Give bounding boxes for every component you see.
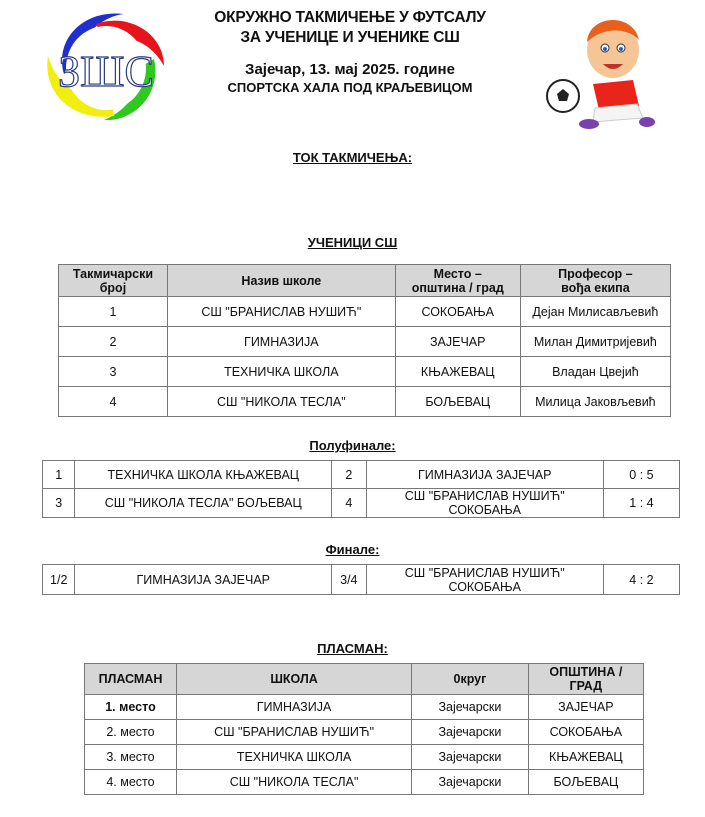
placement-rank: 1. место (85, 695, 177, 720)
away-team-number: 2 (332, 461, 366, 489)
table-row (85, 745, 644, 770)
organization-logo (34, 4, 172, 122)
table-row (85, 695, 644, 720)
football-mascot-image (533, 6, 663, 134)
match-row (43, 489, 680, 518)
placement-heading: ПЛАСМАН: (317, 641, 388, 656)
header-rank: ПЛАСМАН (85, 664, 177, 695)
boy-kicking-ball-icon (533, 6, 663, 134)
table-row (59, 327, 671, 357)
team-number: 3 (59, 357, 168, 387)
logo-text: ЗШС (58, 47, 154, 96)
placement-rank: 3. место (85, 745, 177, 770)
team-school: СШ "НИКОЛА ТЕСЛА" (167, 387, 395, 417)
team-coach: Милица Јаковљевић (520, 387, 670, 417)
away-team-number: 3/4 (332, 565, 366, 595)
team-place: КЊАЖЕВАЦ (395, 357, 520, 387)
team-coach: Милан Димитријевић (520, 327, 670, 357)
away-team-number: 4 (332, 489, 366, 518)
teams-table (58, 264, 671, 417)
home-team: СШ "НИКОЛА ТЕСЛА" БОЉЕВАЦ (75, 489, 332, 518)
away-team: СШ "БРАНИСЛАВ НУШИЋ" СОКОБАЊА (366, 489, 603, 518)
home-team-number: 3 (43, 489, 75, 518)
placement-table (84, 663, 644, 795)
header-coach: Професор – вођа екипа (520, 265, 670, 297)
header-district: 0круг (412, 664, 529, 695)
table-row (85, 720, 644, 745)
placement-city: БОЉЕВАЦ (528, 770, 643, 795)
title-line-2: ЗА УЧЕНИЦЕ И УЧЕНИКЕ СШ (240, 29, 460, 46)
team-number: 1 (59, 297, 168, 327)
team-school: ТЕХНИЧКА ШКОЛА (167, 357, 395, 387)
header-school: ШКОЛА (176, 664, 411, 695)
team-coach: Владан Цвејић (520, 357, 670, 387)
team-school: ГИМНАЗИЈА (167, 327, 395, 357)
document-header (180, 8, 520, 96)
placement-district: Зајечарски (412, 695, 529, 720)
placement-district: Зајечарски (412, 745, 529, 770)
placement-rank: 4. место (85, 770, 177, 795)
placement-school: ГИМНАЗИЈА (176, 695, 411, 720)
header-number: Такмичарски број (59, 265, 168, 297)
placement-district: Зајечарски (412, 770, 529, 795)
home-team-number: 1/2 (43, 565, 75, 595)
header-school: Назив школе (167, 265, 395, 297)
team-place: СОКОБАЊА (395, 297, 520, 327)
placement-school: ТЕХНИЧКА ШКОЛА (176, 745, 411, 770)
match-row (43, 461, 680, 489)
table-row (59, 297, 671, 327)
competition-flow-heading: ТОК ТАКМИЧЕЊА: (292, 150, 413, 165)
team-number: 2 (59, 327, 168, 357)
final-heading: Финале: (325, 542, 380, 557)
team-place: ЗАЈЕЧАР (395, 327, 520, 357)
match-score: 4 : 2 (603, 565, 679, 595)
table-row (85, 770, 644, 795)
team-school: СШ "БРАНИСЛАВ НУШИЋ" (167, 297, 395, 327)
placement-table-header (85, 664, 644, 695)
home-team: ТЕХНИЧКА ШКОЛА КЊАЖЕВАЦ (75, 461, 332, 489)
semifinals-heading: Полуфинале: (309, 438, 396, 453)
home-team: ГИМНАЗИЈА ЗАЈЕЧАР (75, 565, 332, 595)
match-score: 0 : 5 (603, 461, 679, 489)
placement-city: КЊАЖЕВАЦ (528, 745, 643, 770)
header-city: ОПШТИНА / ГРАД (528, 664, 643, 695)
semifinals-table (42, 460, 680, 518)
placement-rank: 2. место (85, 720, 177, 745)
swirl-logo-icon (34, 4, 172, 122)
placement-city: СОКОБАЊА (528, 720, 643, 745)
final-table (42, 564, 680, 595)
teams-table-header (59, 265, 671, 297)
away-team: СШ "БРАНИСЛАВ НУШИЋ" СОКОБАЊА (366, 565, 603, 595)
away-team: ГИМНАЗИЈА ЗАЈЕЧАР (366, 461, 603, 489)
match-row (43, 565, 680, 595)
placement-school: СШ "НИКОЛА ТЕСЛА" (176, 770, 411, 795)
venue-line: СПОРТСКА ХАЛА ПОД КРАЉЕВИЦОМ (227, 80, 473, 95)
date-line: Зајечар, 13. мај 2025. године (245, 61, 455, 78)
title-line-1: ОКРУЖНО ТАКМИЧЕЊЕ У ФУТСАЛУ (214, 9, 486, 26)
placement-district: Зајечарски (412, 720, 529, 745)
table-row (59, 387, 671, 417)
students-heading: УЧЕНИЦИ СШ (307, 235, 398, 250)
home-team-number: 1 (43, 461, 75, 489)
team-number: 4 (59, 387, 168, 417)
placement-city: ЗАЈЕЧАР (528, 695, 643, 720)
team-coach: Дејан Милисављевић (520, 297, 670, 327)
placement-school: СШ "БРАНИСЛАВ НУШИЋ" (176, 720, 411, 745)
match-score: 1 : 4 (603, 489, 679, 518)
header-place: Место – општина / град (395, 265, 520, 297)
table-row (59, 357, 671, 387)
team-place: БОЉЕВАЦ (395, 387, 520, 417)
